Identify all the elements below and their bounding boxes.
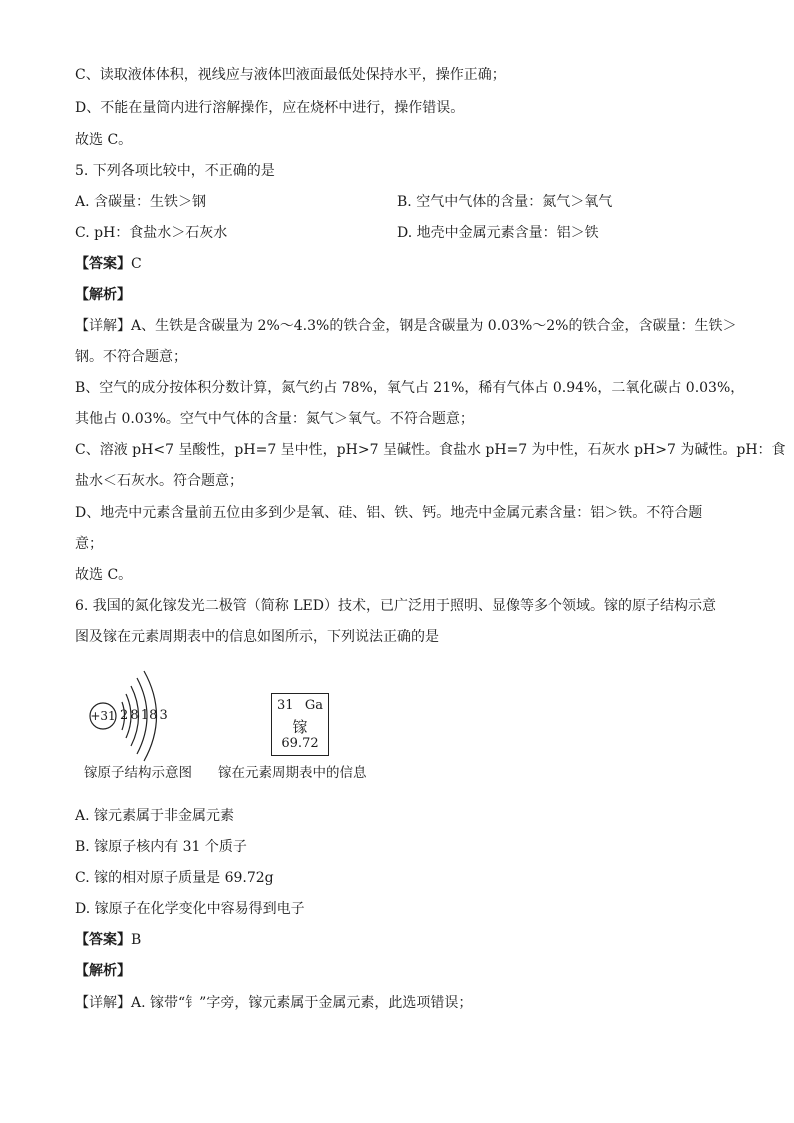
answer-5	[75, 254, 142, 274]
option-6c: C. 镓的相对原子质量是 69.72g	[75, 870, 274, 886]
option-5b: B. 空气中气体的含量：氮气＞氧气	[397, 194, 613, 210]
periodic-table-cell	[271, 693, 329, 756]
text-line: 故选 C。	[75, 132, 133, 148]
element-name: 镓	[292, 718, 308, 736]
text-line: 盐水＜石灰水。符合题意；	[75, 473, 243, 489]
element-symbol: Ga	[304, 698, 323, 713]
text-line: 【详解】A、生铁是含碳量为 2%～4.3%的铁合金，钢是含碳量为 0.03%～2%的铁合金，含碳量：生铁＞	[75, 318, 737, 334]
option-6b: B. 镓原子核内有 31 个质子	[75, 839, 247, 855]
text-line: 其他占 0.03%。空气中气体的含量：氮气＞氧气。不符合题意；	[75, 411, 474, 427]
text-line: 钢。不符合题意；	[75, 349, 187, 365]
question-6: 6. 我国的氮化镓发光二极管（简称 LED）技术，已广泛用于照明、显像等多个领域。镓的原子结构示意	[75, 598, 716, 614]
option-6d: D. 镓原子在化学变化中容易得到电子	[75, 901, 305, 917]
question-6-cont: 图及镓在元素周期表中的信息如图所示，下列说法正确的是	[75, 629, 439, 645]
answer-6	[75, 930, 141, 950]
caption-table: 镓在元素周期表中的信息	[218, 765, 367, 781]
option-5c: C. pH：食盐水＞石灰水	[75, 225, 228, 241]
atomic-number: 31	[277, 698, 294, 713]
text-line: 意；	[75, 536, 103, 552]
answer-value: C	[131, 256, 142, 272]
option-5d: D. 地壳中金属元素含量：铝＞铁	[397, 225, 599, 241]
nucleus-charge: +31	[90, 709, 116, 723]
text-line: 故选 C。	[75, 567, 133, 583]
text-line: D、地壳中元素含量前五位由多到少是氧、硅、铝、铁、钙。地壳中金属元素含量：铝＞铁。不符合题	[75, 505, 703, 521]
atom-structure-diagram	[84, 668, 194, 768]
answer-value: B	[131, 932, 142, 948]
shell-electrons: 2 8 18 3	[120, 708, 168, 723]
text-line: C、读取液体体积，视线应与液体凹液面最低处保持水平，操作正确；	[75, 67, 506, 83]
text-line: D、不能在量筒内进行溶解操作，应在烧杯中进行，操作错误。	[75, 100, 465, 116]
answer-label: 【答案】	[75, 256, 131, 272]
text-line: B、空气的成分按体积分数计算，氮气约占 78%，氧气占 21%，稀有气体占 0.94%，二氧化碳占 0.03%，	[75, 380, 745, 396]
analysis-label: 【解析】	[75, 963, 131, 979]
analysis-label: 【解析】	[75, 287, 131, 303]
atomic-mass: 69.72	[281, 736, 319, 751]
caption-atom: 镓原子结构示意图	[84, 765, 192, 781]
text-line: C、溶液 pH<7 呈酸性，pH=7 呈中性，pH>7 呈碱性。食盐水 pH=7 为中性，石灰水 pH>7 为碱性。pH：食	[75, 442, 786, 458]
option-5a: A. 含碳量：生铁＞钢	[75, 194, 207, 210]
option-6a: A. 镓元素属于非金属元素	[75, 808, 235, 824]
answer-label: 【答案】	[75, 932, 131, 948]
question-5: 5. 下列各项比较中，不正确的是	[75, 163, 275, 179]
text-line: 【详解】A. 镓带“钅”字旁，镓元素属于金属元素，此选项错误；	[75, 995, 473, 1011]
